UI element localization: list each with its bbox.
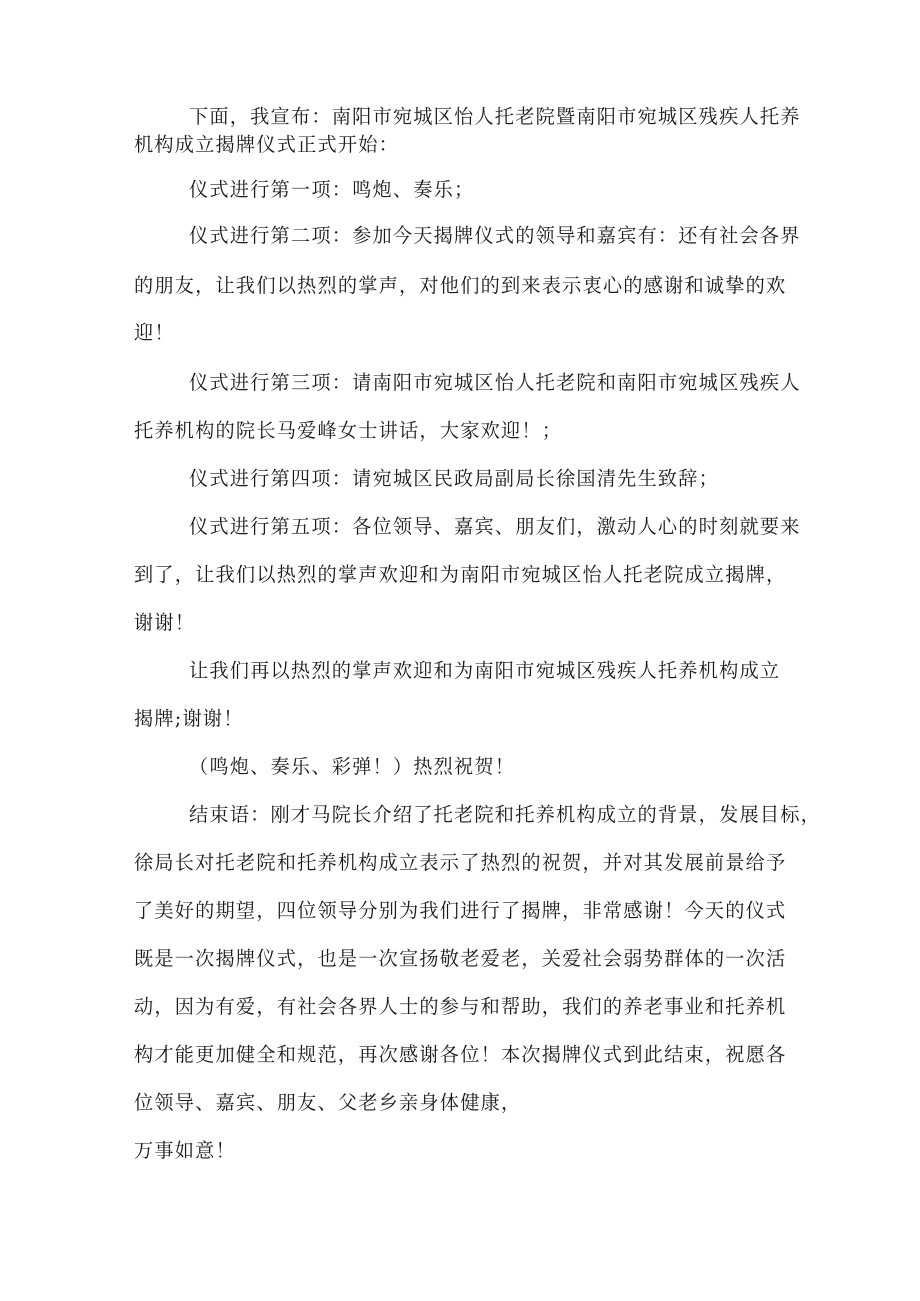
paragraph-closing-line-4: 既是一次揭牌仪式，也是一次宣扬敬老爱老，关爱社会弱势群体的一次活: [134, 947, 787, 970]
paragraph-closing-line-5: 动，因为有爱，有社会各界人士的参与和帮助，我们的养老事业和托养机: [134, 995, 787, 1018]
paragraph-again-line-2: 揭牌;谢谢！: [134, 707, 244, 730]
paragraph-again-line-1: 让我们再以热烈的掌声欢迎和为南阳市宛城区残疾人托养机构成立: [189, 659, 781, 682]
paragraph-item-2-line-1: 仪式进行第二项：参加今天揭牌仪式的领导和嘉宾有：还有社会各界: [189, 224, 801, 247]
paragraph-closing-line-3: 了美好的期望，四位领导分别为我们进行了揭牌，非常感谢！今天的仪式: [134, 899, 787, 922]
paragraph-item-4: 仪式进行第四项：请宛城区民政局副局长徐国清先生致辞；: [189, 467, 720, 490]
paragraph-closing-line-8: 万事如意！: [134, 1139, 236, 1162]
paragraph-item-1: 仪式进行第一项：鸣炮、奏乐；: [189, 178, 475, 201]
paragraph-item-3-line-2: 托养机构的院长马爱峰女士讲话，大家欢迎！；: [134, 419, 563, 442]
paragraph-announcement-line-1: 下面，我宣布：南阳市宛城区怡人托老院暨南阳市宛城区残疾人托养: [189, 105, 801, 128]
paragraph-item-5-line-1: 仪式进行第五项：各位领导、嘉宾、朋友们，激动人心的时刻就要来: [189, 515, 801, 538]
paragraph-item-5-line-3: 谢谢！: [134, 611, 196, 634]
paragraph-closing-line-2: 徐局长对托老院和托养机构成立表示了热烈的祝贺，并对其发展前景给予: [134, 851, 787, 874]
paragraph-item-2-line-2: 的朋友，让我们以热烈的掌声，对他们的到来表示衷心的感谢和诚挚的欢: [134, 274, 787, 297]
paragraph-closing-line-6: 构才能更加健全和规范，再次感谢各位！本次揭牌仪式到此结束，祝愿各: [134, 1043, 787, 1066]
paragraph-announcement-line-2: 机构成立揭牌仪式正式开始：: [134, 133, 400, 156]
paragraph-item-5-line-2: 到了，让我们以热烈的掌声欢迎和为南阳市宛城区怡人托老院成立揭牌，: [134, 563, 787, 586]
paragraph-closing-line-1: 结束语：刚才马院长介绍了托老院和托养机构成立的背景，发展目标，: [189, 803, 822, 826]
paragraph-closing-line-7: 位领导、嘉宾、朋友、父老乡亲身体健康，: [134, 1091, 522, 1114]
paragraph-celebration: （鸣炮、奏乐、彩弹！）热烈祝贺！: [189, 755, 516, 778]
paragraph-item-2-line-3: 迎！: [134, 321, 175, 344]
paragraph-item-3-line-1: 仪式进行第三项：请南阳市宛城区怡人托老院和南阳市宛城区残疾人: [189, 371, 801, 394]
